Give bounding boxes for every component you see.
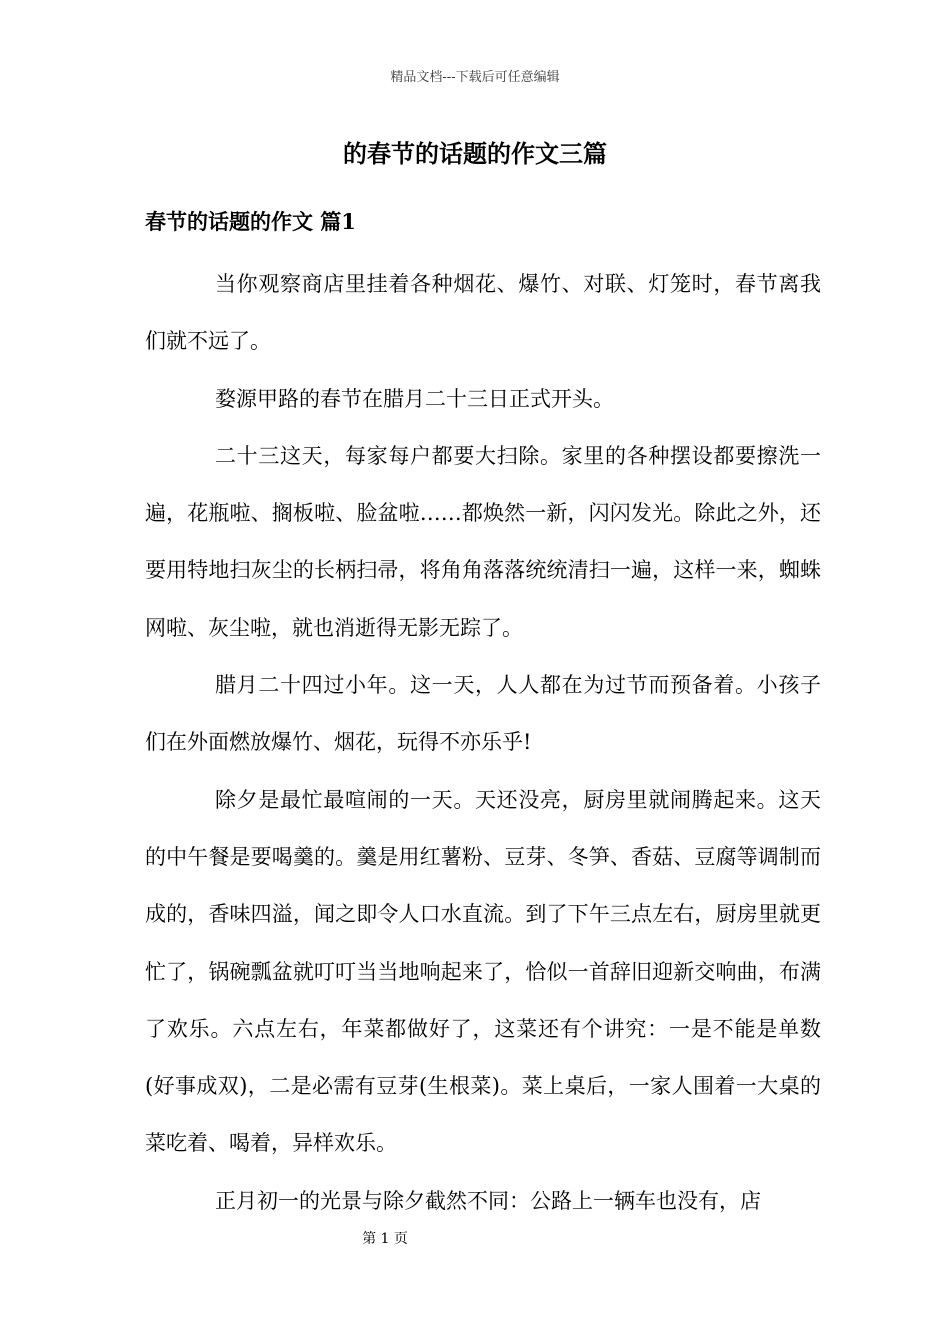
document-title: 的春节的话题的作文三篇 xyxy=(343,139,607,168)
paragraph: 当你观察商店里挂着各种烟花、爆竹、对联、灯笼时，春节离我们就不远了。 xyxy=(145,272,821,354)
paragraph: 婺源甲路的春节在腊月二十三日正式开头。 xyxy=(215,386,614,411)
header-note: 精品文档---下载后可任意编辑 xyxy=(390,70,560,85)
paragraph: 除夕是最忙最喧闹的一天。天还没亮，厨房里就闹腾起来。这天的中午餐是要喝羹的。羹是用红薯粉、豆芽、冬笋、香菇、豆腐等调制而成的，香味四溢，闻之即令人口水直流。到了下午三点左右，厨房里就更忙了，锅碗瓢盆就叮叮当当地响起来了，恰似一首辞旧迎新交响曲，布满了欢乐。六点左右，年菜都做好了，这菜还有个讲究：一是不能是单数(好事成双)，二是必需有豆芽(生根菜)。菜上桌后，一家人围着一大桌的菜吃着、喝着，异样欢乐。 xyxy=(145,787,821,1156)
paragraph: 正月初一的光景与除夕截然不同：公路上一辆车也没有，店 xyxy=(215,1188,761,1213)
page-number: 第 1 页 xyxy=(362,1231,408,1247)
section-title: 春节的话题的作文 篇1 xyxy=(145,209,356,234)
document-body xyxy=(145,256,821,1230)
paragraph: 腊月二十四过小年。这一天，人人都在为过节而预备着。小孩子们在外面燃放爆竹、烟花，玩得不亦乐乎! xyxy=(145,673,821,755)
paragraph: 二十三这天，每家每户都要大扫除。家里的各种摆设都要擦洗一遍，花瓶啦、搁板啦、脸盆啦……都焕然一新，闪闪发光。除此之外，还要用特地扫灰尘的长柄扫帚，将角角落落统统清扫一遍，这样一来，蜘蛛网啦、灰尘啦，就也消逝得无影无踪了。 xyxy=(145,443,821,640)
